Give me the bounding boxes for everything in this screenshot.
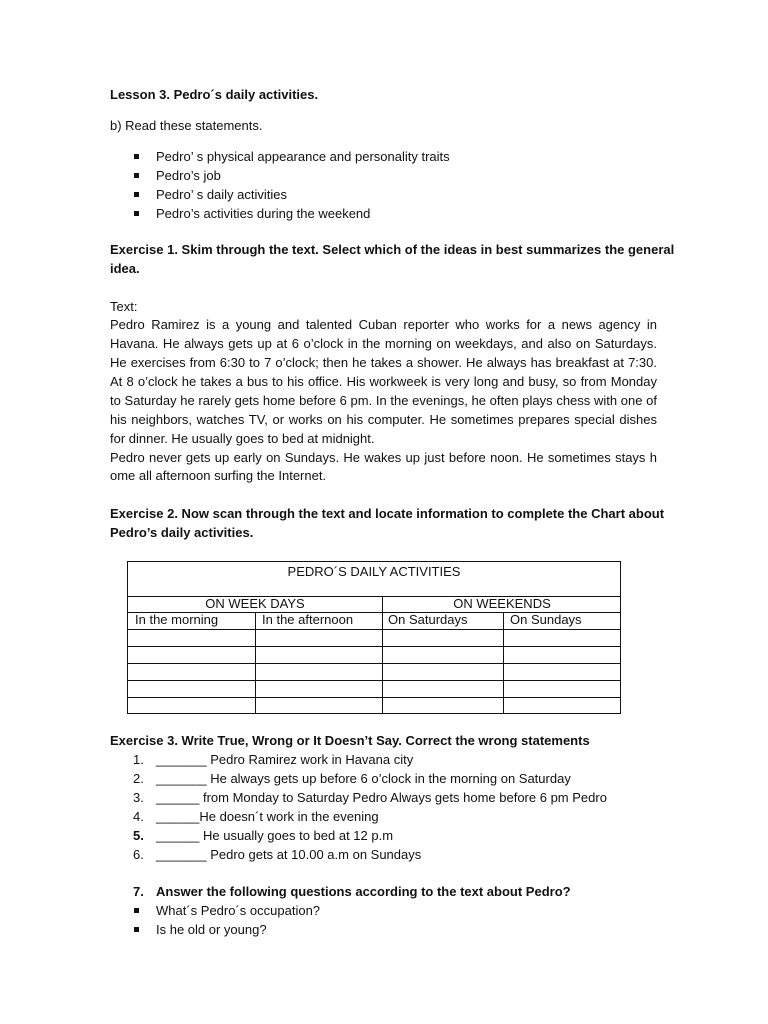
- question7-heading: Answer the following questions according to the text about Pedro?: [156, 884, 571, 899]
- text-paragraph-2-line2: ome all afternoon surfing the Internet.: [110, 468, 327, 483]
- exercise3-heading: Exercise 3. Write True, Wrong or It Doesn’t Say. Correct the wrong statements: [110, 733, 590, 748]
- list-item: 1. _______ Pedro Ramirez work in Havana city: [133, 752, 414, 767]
- list-item: 4. ______He doesn´t work in the evening: [133, 809, 379, 824]
- exercise1-heading-line1: Exercise 1. Skim through the text. Select which of the ideas in best summarizes the general: [110, 242, 675, 257]
- chart-title: PEDRO´S DAILY ACTIVITIES: [287, 564, 461, 579]
- chart-col-morning: In the morning: [135, 612, 219, 627]
- lesson-title: Lesson 3. Pedro´s daily activities.: [110, 87, 319, 102]
- square-bullet-icon: [134, 908, 139, 913]
- chart-divider: [128, 697, 620, 698]
- chart-col-afternoon: In the afternoon: [262, 612, 354, 627]
- list-item: Is he old or young?: [156, 920, 320, 939]
- text-paragraph-2-line1: Pedro never gets up early on Sundays. He wakes up just before noon. He sometimes stays h: [110, 450, 657, 465]
- chart-divider: [128, 646, 620, 647]
- chart-divider: [128, 629, 620, 630]
- exercise1-heading-line2: idea.: [110, 261, 140, 276]
- list-item: Pedro’ s physical appearance and personality traits: [156, 147, 450, 166]
- chart-group-weekends: ON WEEKENDS: [453, 596, 551, 611]
- square-bullet-icon: [134, 192, 139, 197]
- square-bullet-icon: [134, 927, 139, 932]
- list-item: 6. _______ Pedro gets at 10.00 a.m on Sundays: [133, 847, 422, 862]
- chart-divider: [128, 663, 620, 664]
- square-bullet-icon: [134, 211, 139, 216]
- chart-divider: [382, 596, 383, 713]
- square-bullet-icon: [134, 173, 139, 178]
- list-item: What´s Pedro´s occupation?: [156, 901, 320, 920]
- question7-number: 7.: [133, 884, 144, 899]
- chart-divider: [255, 612, 256, 713]
- list-item: 2. _______ He always gets up before 6 o’clock in the morning on Saturday: [133, 771, 571, 786]
- text-paragraph-1: Pedro Ramirez is a young and talented Cuban reporter who works for a news agency in Havana. He always gets up at 6 o’clock in the morning on weekdays, and also on Saturdays. He exercises from 6:30 to 7 o’clock; then he takes a shower. He always has breakfast at 7:30. At 8 o’clock he takes a bus to his office. His workweek is very long and busy, so from Monday to Saturday he rarely gets home before 6 pm. In the evenings, he often plays chess with one of his neighbors, watches TV, or works on his computer. He sometimes prepares special dishes for dinner. He usually goes to bed at midnight.: [110, 317, 657, 446]
- chart-divider: [128, 680, 620, 681]
- list-item: Pedro’ s daily activities: [156, 185, 450, 204]
- text-label: Text:: [110, 299, 138, 314]
- exercise2-heading-line1: Exercise 2. Now scan through the text and locate information to complete the Chart about: [110, 506, 665, 521]
- chart-col-sundays: On Sundays: [510, 612, 582, 627]
- exercise3-list: [133, 750, 607, 864]
- chart-divider: [503, 612, 504, 713]
- question7-bullets: [156, 901, 320, 939]
- list-item: 5. ______ He usually goes to bed at 12 p.m: [133, 828, 394, 843]
- exercise2-heading-line2: Pedro’s daily activities.: [110, 525, 254, 540]
- list-item: Pedro’s activities during the weekend: [156, 204, 450, 223]
- chart-group-weekdays: ON WEEK DAYS: [205, 596, 305, 611]
- daily-activities-chart: [127, 561, 621, 714]
- chart-col-saturdays: On Saturdays: [388, 612, 468, 627]
- square-bullet-icon: [134, 154, 139, 159]
- list-item: Pedro’s job: [156, 166, 450, 185]
- list-item: 3. ______ from Monday to Saturday Pedro Always gets home before 6 pm Pedro: [133, 790, 607, 805]
- statements-list: [156, 147, 450, 223]
- instruction-b: b) Read these statements.: [110, 118, 263, 133]
